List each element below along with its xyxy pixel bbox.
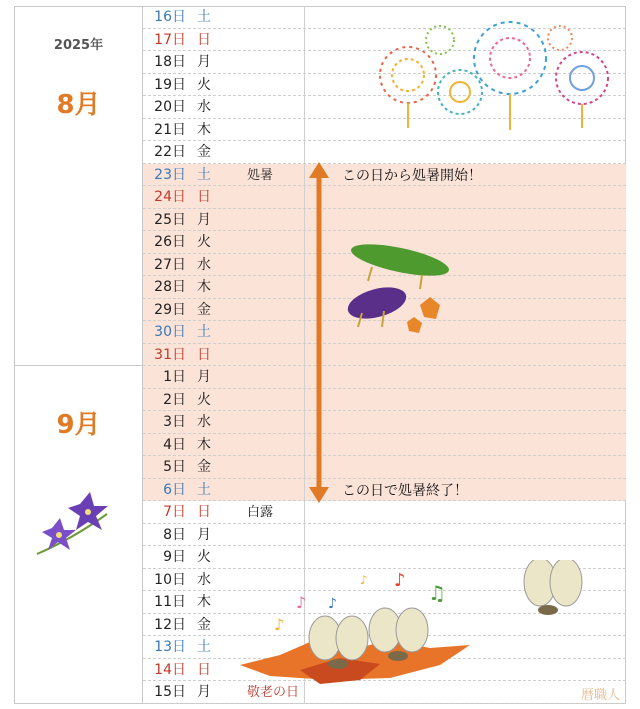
day-row bbox=[143, 344, 626, 367]
day-number: 31日 bbox=[154, 346, 186, 363]
weekday: 月 bbox=[197, 211, 211, 228]
weekday: 土 bbox=[197, 166, 211, 183]
day-number: 22日 bbox=[154, 144, 186, 160]
cucumber-eggplant-animals-icon bbox=[342, 235, 457, 340]
day-row bbox=[143, 411, 626, 434]
day-row bbox=[143, 501, 626, 524]
svg-text:♪: ♪ bbox=[274, 615, 285, 634]
weekday: 土 bbox=[197, 324, 211, 340]
period-end-note: この日で処暑終了！ bbox=[342, 483, 468, 499]
day-row bbox=[143, 389, 626, 412]
weekday: 日 bbox=[197, 504, 211, 520]
day-number: 26日 bbox=[154, 234, 186, 250]
day-number: 2日 bbox=[163, 391, 186, 408]
day-number: 19日 bbox=[154, 76, 186, 93]
fireworks-icon bbox=[372, 20, 622, 135]
year-label: 2025年 bbox=[53, 38, 104, 53]
day-row bbox=[143, 524, 626, 547]
day-row bbox=[143, 209, 626, 232]
day-row bbox=[143, 186, 626, 209]
day-number: 1日 bbox=[163, 369, 186, 385]
day-number: 28日 bbox=[154, 279, 186, 295]
weekday: 火 bbox=[197, 76, 211, 93]
moths-leaves-music-icon bbox=[240, 560, 600, 695]
svg-text:♪: ♪ bbox=[394, 570, 406, 591]
weekday: 火 bbox=[197, 391, 211, 408]
day-number: 24日 bbox=[154, 189, 186, 205]
svg-text:♫: ♫ bbox=[428, 581, 446, 605]
weekday: 月 bbox=[197, 684, 211, 700]
day-number: 3日 bbox=[163, 414, 186, 430]
weekday: 土 bbox=[197, 639, 211, 655]
weekday: 土 bbox=[197, 481, 211, 498]
bellflower-icon bbox=[32, 484, 122, 564]
svg-text:♪: ♪ bbox=[296, 593, 307, 612]
day-number: 23日 bbox=[154, 166, 186, 183]
weekday: 木 bbox=[197, 436, 211, 453]
svg-text:♪: ♪ bbox=[360, 573, 368, 587]
month-column-september bbox=[14, 366, 143, 704]
weekday: 月 bbox=[197, 54, 211, 70]
day-row bbox=[143, 434, 626, 457]
day-number: 21日 bbox=[154, 121, 186, 138]
weekday: 水 bbox=[197, 99, 211, 115]
day-number: 9日 bbox=[163, 549, 186, 565]
svg-text:♪: ♪ bbox=[328, 596, 337, 612]
day-number: 16日 bbox=[154, 9, 186, 25]
weekday: 水 bbox=[197, 256, 211, 273]
day-number: 18日 bbox=[154, 54, 186, 70]
weekday: 水 bbox=[197, 414, 211, 430]
day-number: 12日 bbox=[154, 616, 186, 633]
day-number: 20日 bbox=[154, 99, 186, 115]
weekday: 木 bbox=[197, 279, 211, 295]
weekday: 木 bbox=[197, 121, 211, 138]
weekday: 日 bbox=[197, 189, 211, 205]
day-row bbox=[143, 366, 626, 389]
day-number: 27日 bbox=[154, 256, 186, 273]
month-label-august: 8月 bbox=[56, 90, 101, 120]
weekday: 金 bbox=[197, 301, 211, 318]
weekday: 金 bbox=[197, 144, 211, 160]
weekday: 火 bbox=[197, 549, 211, 565]
month-column-august bbox=[14, 6, 143, 366]
day-number: 11日 bbox=[154, 594, 186, 610]
weekday: 金 bbox=[197, 616, 211, 633]
weekday: 月 bbox=[197, 526, 211, 543]
month-label-september: 9月 bbox=[56, 410, 101, 440]
watermark: 暦職人 bbox=[580, 688, 620, 703]
weekday: 火 bbox=[197, 234, 211, 250]
day-number: 10日 bbox=[154, 571, 186, 588]
day-number: 8日 bbox=[163, 526, 186, 543]
day-number: 13日 bbox=[154, 639, 186, 655]
day-number: 7日 bbox=[163, 504, 186, 520]
day-event: 白露 bbox=[247, 505, 274, 520]
period-arrow-icon bbox=[300, 160, 340, 505]
day-event: 処暑 bbox=[247, 167, 274, 183]
day-row bbox=[143, 141, 626, 164]
weekday: 土 bbox=[197, 9, 211, 25]
weekday: 木 bbox=[197, 594, 211, 610]
period-start-note: この日から処暑開始！ bbox=[342, 168, 482, 184]
day-event: 敬老の日 bbox=[247, 685, 300, 700]
day-number: 25日 bbox=[154, 211, 186, 228]
day-number: 30日 bbox=[154, 324, 186, 340]
day-number: 6日 bbox=[163, 481, 186, 498]
day-number: 14日 bbox=[154, 661, 186, 678]
day-number: 15日 bbox=[154, 684, 186, 700]
weekday: 金 bbox=[197, 459, 211, 475]
weekday: 水 bbox=[197, 571, 211, 588]
day-number: 17日 bbox=[154, 31, 186, 48]
weekday: 日 bbox=[197, 661, 211, 678]
day-number: 29日 bbox=[154, 301, 186, 318]
day-number: 4日 bbox=[163, 436, 186, 453]
weekday: 月 bbox=[197, 369, 211, 385]
weekday: 日 bbox=[197, 31, 211, 48]
day-number: 5日 bbox=[163, 459, 186, 475]
weekday: 日 bbox=[197, 346, 211, 363]
day-row bbox=[143, 456, 626, 479]
